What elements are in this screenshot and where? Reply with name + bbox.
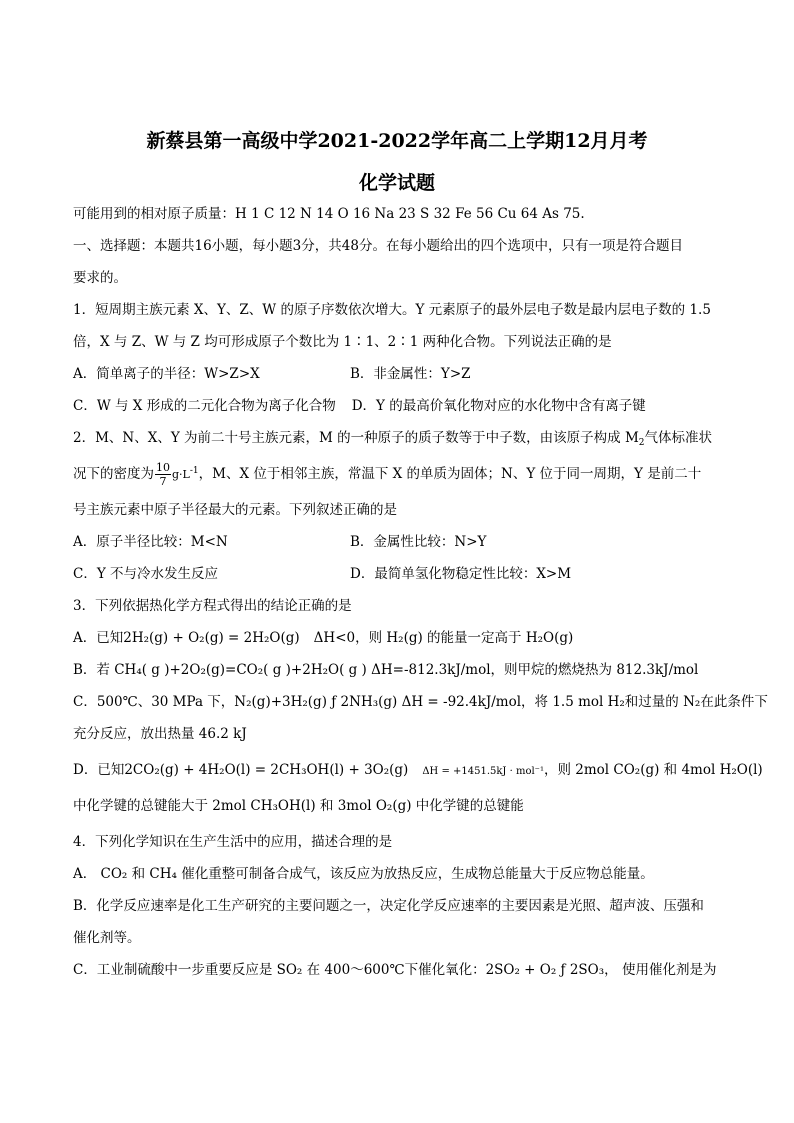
q1-options-ab [73, 358, 727, 390]
q2-stem-line-3: 号主族元素中原子半径最大的元素。下列叙述正确的是 [73, 502, 397, 518]
q2-options-cd [73, 558, 727, 590]
q2-option-d: D．最简单氢化物稳定性比较：X>M [350, 566, 572, 582]
q4-option-b-line-1: B．化学反应速率是化工生产研究的主要问题之一，决定化学反应速率的主要因素是光照、超声波、压强和 [73, 898, 704, 914]
q1-option-d: D．Y 的最高价氧化物对应的水化物中含有离子键 [351, 398, 646, 414]
q3-stem: 3．下列依据热化学方程式得出的结论正确的是 [73, 598, 352, 614]
q3-option-d-line-2: 中化学键的总键能大于 2mol CH₃OH(l) 和 3mol O₂(g) 中化学键的总键能 [73, 798, 524, 814]
q2-stem-line-2: 况下的密度为 $\frac{10}{7}$ $g\cdot L^{-1}$，M、X 位于相邻主族，常温下 X 的单质为固体；N、Y 位于同一周期，Y 是前二十 [73, 461, 702, 488]
density-fraction: $\frac{10}{7}$ [156, 461, 170, 488]
q4-stem: 4．下列化学知识在生产生活中的应用，描述合理的是 [73, 834, 393, 850]
q3-option-c-line-2: 充分反应，放出热量 46.2 kJ [73, 726, 247, 742]
exam-content [73, 198, 768, 986]
q3-option-d-line-1: D．已知2CO₂(g) + 4H₂O(l) = 2CH₃OH(l) + 3O₂(g) ΔH = +1451.5kJ · mol⁻¹，则 2mol CO₂(g) 和 4mol H₂O(l) [73, 762, 763, 778]
q4-option-b-line-2: 催化剂等。 [73, 930, 141, 946]
section-instructions-line-2: 要求的。 [73, 270, 127, 286]
q1-option-b: B．非金属性：Y>Z [350, 366, 471, 382]
q2-option-c: C．Y 不与冷水发生反应 [73, 566, 219, 582]
q2-stem-line-1: 2．M、N、X、Y 为前二十号主族元素，M 的一种原子的质子数等于中子数，由该原子构成 $M_2$气体标准状 [73, 430, 713, 448]
q3-option-a: A．已知2H₂(g) + O₂(g) = 2H₂O(g) ΔH<0，则 H₂(g) 的能量一定高于 H₂O(g) [73, 630, 574, 646]
q1-stem-line-2: 倍，X 与 Z、W 与 Z 均可形成原子个数比为 1∶1、2∶1 两种化合物。下列说法正确的是 [73, 334, 612, 350]
q4-option-a: A． CO₂ 和 CH₄ 催化重整可制备合成气，该反应为放热反应，生成物总能量大于反应物总能量。 [73, 866, 654, 882]
q2-options-ab [73, 526, 727, 558]
q1-option-c: C．W 与 X 形成的二元化合物为离子化合物 [73, 398, 336, 414]
q4-option-c-line-1: C．工业制硫酸中一步重要反应是 SO₂ 在 400～600℃下催化氧化：2SO₂ + O₂ ƒ 2SO₃， 使用催化剂是为 [73, 962, 717, 978]
q1-stem-line-1: 1．短周期主族元素 X、Y、Z、W 的原子序数依次增大。Y 元素原子的最外层电子数是最内层电子数的 1.5 [73, 302, 711, 318]
q3-option-c-line-1: C．500℃、30 MPa 下，N₂(g)+3H₂(g) ƒ 2NH₃(g) ΔH = -92.4kJ/mol，将 1.5 mol H₂和过量的 N₂在此条件下 [73, 694, 768, 710]
atomic-masses-line: 可能用到的相对原子质量：H 1 C 12 N 14 O 16 Na 23 S 32 Fe 56 Cu 64 As 75. [73, 206, 585, 222]
page-subtitle: 化学试题 [358, 172, 435, 194]
q1-options-cd [73, 390, 727, 422]
q1-option-a: A．简单离子的半径：W>Z>X [73, 366, 260, 382]
page-title: 新蔡县第一高级中学2021-2022学年高二上学期12月月考 [146, 130, 648, 152]
q2-option-a: A．原子半径比较：M<N [73, 534, 228, 550]
section-instructions-line-1: 一、选择题：本题共16小题，每小题3分，共48分。在每小题给出的四个选项中，只有一项是符合题目 [73, 238, 683, 254]
q3-option-b: B．若 CH₄( g )+2O₂(g)=CO₂( g )+2H₂O( g ) ΔH=-812.3kJ/mol，则甲烷的燃烧热为 812.3kJ/mol [73, 662, 699, 678]
q2-option-b: B．金属性比较：N>Y [350, 534, 487, 550]
